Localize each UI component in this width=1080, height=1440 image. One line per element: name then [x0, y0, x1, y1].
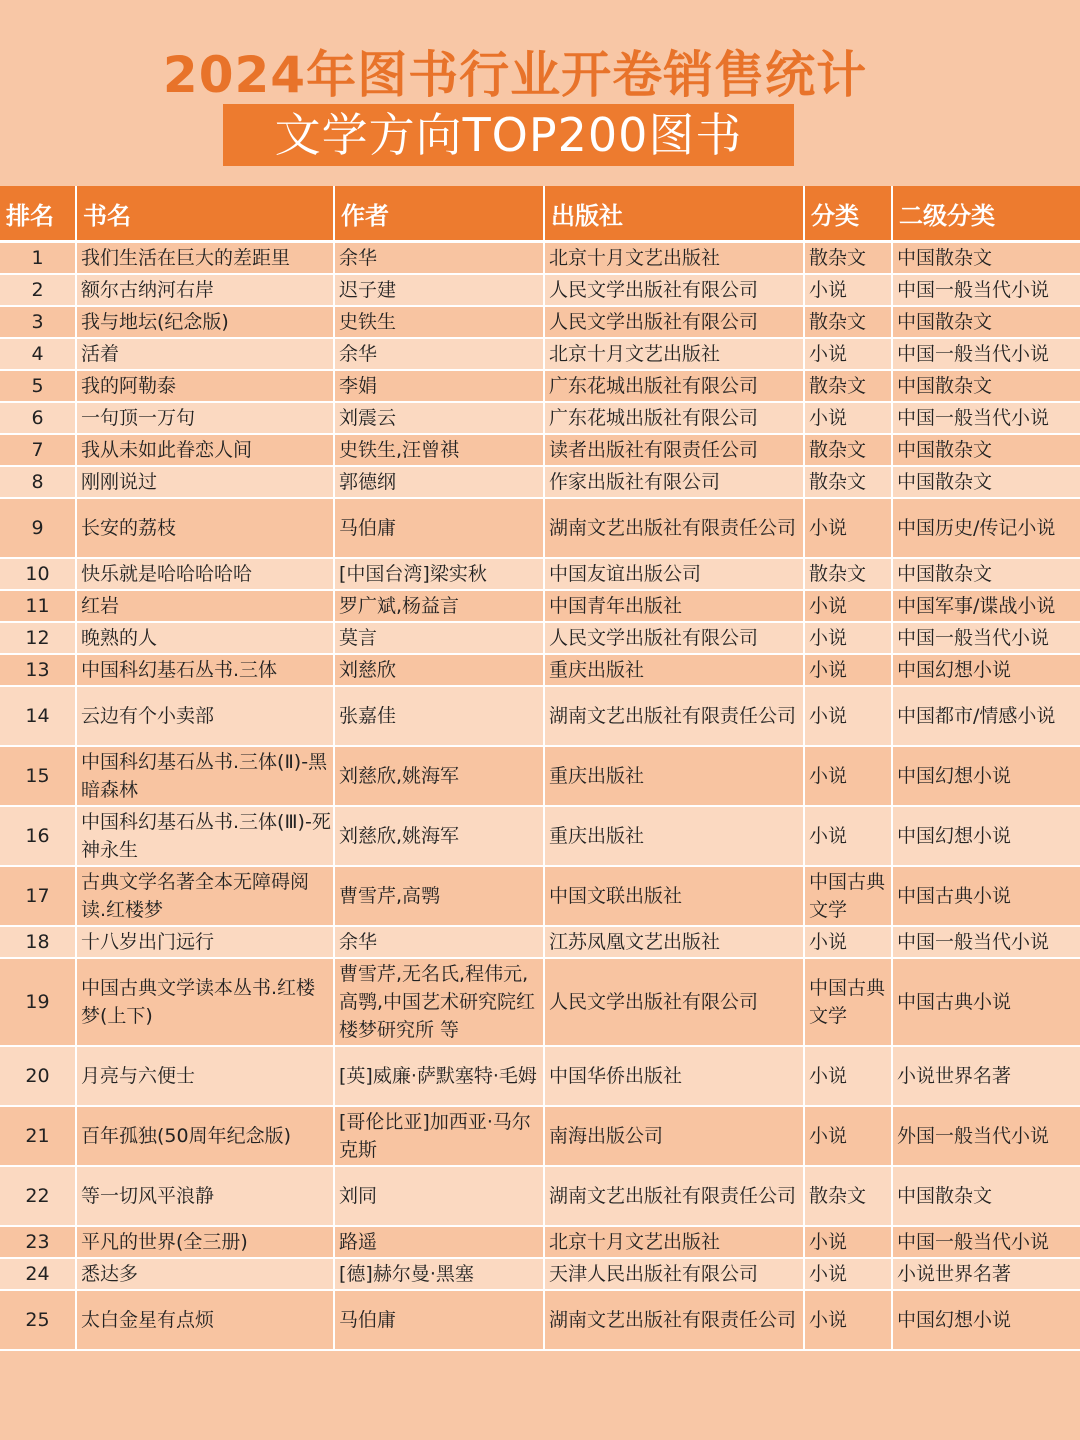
publisher-cell: 中国友谊出版公司	[544, 558, 804, 590]
author-cell: 马伯庸	[334, 498, 544, 558]
publisher-cell: 人民文学出版社有限公司	[544, 958, 804, 1046]
subcategory-cell: 中国散杂文	[892, 558, 1080, 590]
author-cell: 余华	[334, 926, 544, 958]
category-cell: 散杂文	[804, 466, 892, 498]
author-cell: 史铁生,汪曾祺	[334, 434, 544, 466]
header-publisher: 出版社	[544, 186, 804, 242]
rank-cell: 22	[0, 1166, 76, 1226]
table-row	[0, 466, 1080, 498]
author-cell: 罗广斌,杨益言	[334, 590, 544, 622]
title-cell: 等一切风平浪静	[76, 1166, 334, 1226]
subcategory-cell: 小说世界名著	[892, 1258, 1080, 1290]
table-row	[0, 806, 1080, 866]
page-title: 2024年图书行业开卷销售统计	[162, 46, 868, 104]
rank-cell: 6	[0, 402, 76, 434]
table-row	[0, 622, 1080, 654]
title-cell: 中国古典文学读本丛书.红楼梦(上下)	[76, 958, 334, 1046]
publisher-cell: 湖南文艺出版社有限责任公司	[544, 498, 804, 558]
rank-cell: 14	[0, 686, 76, 746]
subcategory-cell: 中国一般当代小说	[892, 926, 1080, 958]
rank-cell: 25	[0, 1290, 76, 1350]
table-row	[0, 370, 1080, 402]
title-cell: 我从未如此眷恋人间	[76, 434, 334, 466]
rank-cell: 13	[0, 654, 76, 686]
table-row	[0, 590, 1080, 622]
table-row	[0, 434, 1080, 466]
table-row	[0, 958, 1080, 1046]
table-row	[0, 746, 1080, 806]
rank-cell: 9	[0, 498, 76, 558]
title-cell: 悉达多	[76, 1258, 334, 1290]
subcategory-cell: 中国散杂文	[892, 1166, 1080, 1226]
table-row	[0, 558, 1080, 590]
publisher-cell: 北京十月文艺出版社	[544, 242, 804, 275]
author-cell: [英]威廉·萨默塞特·毛姆	[334, 1046, 544, 1106]
title-cell: 我与地坛(纪念版)	[76, 306, 334, 338]
subcategory-cell: 中国历史/传记小说	[892, 498, 1080, 558]
rank-cell: 24	[0, 1258, 76, 1290]
table-row	[0, 1290, 1080, 1350]
category-cell: 散杂文	[804, 434, 892, 466]
category-cell: 小说	[804, 590, 892, 622]
rank-cell: 1	[0, 242, 76, 275]
table-row	[0, 654, 1080, 686]
title-cell: 活着	[76, 338, 334, 370]
author-cell: 迟子建	[334, 274, 544, 306]
author-cell: 史铁生	[334, 306, 544, 338]
title-cell: 晚熟的人	[76, 622, 334, 654]
author-cell: 路遥	[334, 1226, 544, 1258]
rank-cell: 11	[0, 590, 76, 622]
author-cell: 刘震云	[334, 402, 544, 434]
author-cell: 郭德纲	[334, 466, 544, 498]
publisher-cell: 读者出版社有限责任公司	[544, 434, 804, 466]
category-cell: 散杂文	[804, 1166, 892, 1226]
author-cell: 刘慈欣,姚海军	[334, 746, 544, 806]
category-cell: 中国古典文学	[804, 866, 892, 926]
rank-cell: 10	[0, 558, 76, 590]
subcategory-cell: 中国古典小说	[892, 958, 1080, 1046]
subcategory-cell: 中国一般当代小说	[892, 274, 1080, 306]
rank-cell: 16	[0, 806, 76, 866]
subcategory-cell: 中国古典小说	[892, 866, 1080, 926]
subcategory-cell: 中国散杂文	[892, 466, 1080, 498]
category-cell: 散杂文	[804, 558, 892, 590]
rank-cell: 7	[0, 434, 76, 466]
author-cell: 莫言	[334, 622, 544, 654]
publisher-cell: 广东花城出版社有限公司	[544, 402, 804, 434]
subcategory-cell: 外国一般当代小说	[892, 1106, 1080, 1166]
title-cell: 太白金星有点烦	[76, 1290, 334, 1350]
title-cell: 平凡的世界(全三册)	[76, 1226, 334, 1258]
category-cell: 小说	[804, 622, 892, 654]
publisher-cell: 北京十月文艺出版社	[544, 338, 804, 370]
publisher-cell: 重庆出版社	[544, 654, 804, 686]
subcategory-cell: 中国幻想小说	[892, 806, 1080, 866]
category-cell: 小说	[804, 1046, 892, 1106]
title-cell: 我的阿勒泰	[76, 370, 334, 402]
header-title: 书名	[76, 186, 334, 242]
table-header-row	[0, 186, 1080, 242]
publisher-cell: 天津人民出版社有限公司	[544, 1258, 804, 1290]
subcategory-cell: 中国散杂文	[892, 370, 1080, 402]
category-cell: 小说	[804, 402, 892, 434]
table-row	[0, 274, 1080, 306]
publisher-cell: 人民文学出版社有限公司	[544, 274, 804, 306]
ranking-table	[0, 186, 1080, 1351]
category-cell: 小说	[804, 654, 892, 686]
publisher-cell: 人民文学出版社有限公司	[544, 306, 804, 338]
subcategory-cell: 中国军事/谍战小说	[892, 590, 1080, 622]
category-cell: 散杂文	[804, 242, 892, 275]
rank-cell: 15	[0, 746, 76, 806]
table-row	[0, 242, 1080, 275]
category-cell: 小说	[804, 1258, 892, 1290]
author-cell: 刘慈欣,姚海军	[334, 806, 544, 866]
subcategory-cell: 中国幻想小说	[892, 654, 1080, 686]
author-cell: 曹雪芹,无名氏,程伟元,高鹗,中国艺术研究院红楼梦研究所 等	[334, 958, 544, 1046]
category-cell: 小说	[804, 806, 892, 866]
author-cell: [中国台湾]梁实秋	[334, 558, 544, 590]
table-row	[0, 1258, 1080, 1290]
publisher-cell: 南海出版公司	[544, 1106, 804, 1166]
header-author: 作者	[334, 186, 544, 242]
title-cell: 古典文学名著全本无障碍阅读.红楼梦	[76, 866, 334, 926]
category-cell: 小说	[804, 686, 892, 746]
author-cell: 曹雪芹,高鹗	[334, 866, 544, 926]
publisher-cell: 重庆出版社	[544, 806, 804, 866]
title-cell: 一句顶一万句	[76, 402, 334, 434]
title-cell: 红岩	[76, 590, 334, 622]
title-cell: 额尔古纳河右岸	[76, 274, 334, 306]
header-subcategory: 二级分类	[892, 186, 1080, 242]
header-category: 分类	[804, 186, 892, 242]
table-row	[0, 498, 1080, 558]
header-rank: 排名	[0, 186, 76, 242]
subcategory-cell: 小说世界名著	[892, 1046, 1080, 1106]
publisher-cell: 湖南文艺出版社有限责任公司	[544, 686, 804, 746]
author-cell: 余华	[334, 338, 544, 370]
title-cell: 长安的荔枝	[76, 498, 334, 558]
author-cell: 余华	[334, 242, 544, 275]
table-row	[0, 1106, 1080, 1166]
category-cell: 小说	[804, 1290, 892, 1350]
subcategory-cell: 中国散杂文	[892, 434, 1080, 466]
subcategory-cell: 中国一般当代小说	[892, 622, 1080, 654]
subcategory-cell: 中国一般当代小说	[892, 1226, 1080, 1258]
category-cell: 小说	[804, 746, 892, 806]
publisher-cell: 湖南文艺出版社有限责任公司	[544, 1166, 804, 1226]
subcategory-cell: 中国散杂文	[892, 306, 1080, 338]
publisher-cell: 人民文学出版社有限公司	[544, 622, 804, 654]
author-cell: 刘慈欣	[334, 654, 544, 686]
rank-cell: 18	[0, 926, 76, 958]
title-cell: 中国科幻基石丛书.三体	[76, 654, 334, 686]
table-row	[0, 1226, 1080, 1258]
category-cell: 散杂文	[804, 306, 892, 338]
subcategory-cell: 中国幻想小说	[892, 746, 1080, 806]
subcategory-cell: 中国都市/情感小说	[892, 686, 1080, 746]
subcategory-cell: 中国幻想小说	[892, 1290, 1080, 1350]
rank-cell: 5	[0, 370, 76, 402]
title-cell: 中国科幻基石丛书.三体(Ⅲ)-死神永生	[76, 806, 334, 866]
publisher-cell: 北京十月文艺出版社	[544, 1226, 804, 1258]
category-cell: 小说	[804, 1106, 892, 1166]
rank-cell: 4	[0, 338, 76, 370]
category-cell: 小说	[804, 1226, 892, 1258]
category-cell: 中国古典文学	[804, 958, 892, 1046]
rank-cell: 19	[0, 958, 76, 1046]
title-cell: 刚刚说过	[76, 466, 334, 498]
title-cell: 十八岁出门远行	[76, 926, 334, 958]
author-cell: 马伯庸	[334, 1290, 544, 1350]
publisher-cell: 中国华侨出版社	[544, 1046, 804, 1106]
author-cell: [哥伦比亚]加西亚·马尔克斯	[334, 1106, 544, 1166]
publisher-cell: 湖南文艺出版社有限责任公司	[544, 1290, 804, 1350]
author-cell: [德]赫尔曼·黑塞	[334, 1258, 544, 1290]
page-subtitle: 文学方向TOP200图书	[223, 104, 794, 166]
publisher-cell: 作家出版社有限公司	[544, 466, 804, 498]
author-cell: 李娟	[334, 370, 544, 402]
table-row	[0, 402, 1080, 434]
title-cell: 我们生活在巨大的差距里	[76, 242, 334, 275]
category-cell: 小说	[804, 498, 892, 558]
category-cell: 小说	[804, 274, 892, 306]
category-cell: 小说	[804, 926, 892, 958]
subcategory-cell: 中国一般当代小说	[892, 338, 1080, 370]
title-cell: 中国科幻基石丛书.三体(Ⅱ)-黑暗森林	[76, 746, 334, 806]
publisher-cell: 广东花城出版社有限公司	[544, 370, 804, 402]
rank-cell: 17	[0, 866, 76, 926]
publisher-cell: 中国青年出版社	[544, 590, 804, 622]
table-row	[0, 1166, 1080, 1226]
subcategory-cell: 中国一般当代小说	[892, 402, 1080, 434]
title-cell: 云边有个小卖部	[76, 686, 334, 746]
rank-cell: 20	[0, 1046, 76, 1106]
category-cell: 小说	[804, 338, 892, 370]
rank-cell: 3	[0, 306, 76, 338]
author-cell: 刘同	[334, 1166, 544, 1226]
category-cell: 散杂文	[804, 370, 892, 402]
publisher-cell: 中国文联出版社	[544, 866, 804, 926]
table-row	[0, 866, 1080, 926]
rank-cell: 2	[0, 274, 76, 306]
table-row	[0, 686, 1080, 746]
rank-cell: 12	[0, 622, 76, 654]
rank-cell: 8	[0, 466, 76, 498]
publisher-cell: 江苏凤凰文艺出版社	[544, 926, 804, 958]
title-cell: 快乐就是哈哈哈哈哈	[76, 558, 334, 590]
table-row	[0, 338, 1080, 370]
table-row	[0, 1046, 1080, 1106]
rank-cell: 21	[0, 1106, 76, 1166]
title-cell: 百年孤独(50周年纪念版)	[76, 1106, 334, 1166]
title-cell: 月亮与六便士	[76, 1046, 334, 1106]
subcategory-cell: 中国散杂文	[892, 242, 1080, 275]
table-row	[0, 306, 1080, 338]
author-cell: 张嘉佳	[334, 686, 544, 746]
table-row	[0, 926, 1080, 958]
publisher-cell: 重庆出版社	[544, 746, 804, 806]
rank-cell: 23	[0, 1226, 76, 1258]
